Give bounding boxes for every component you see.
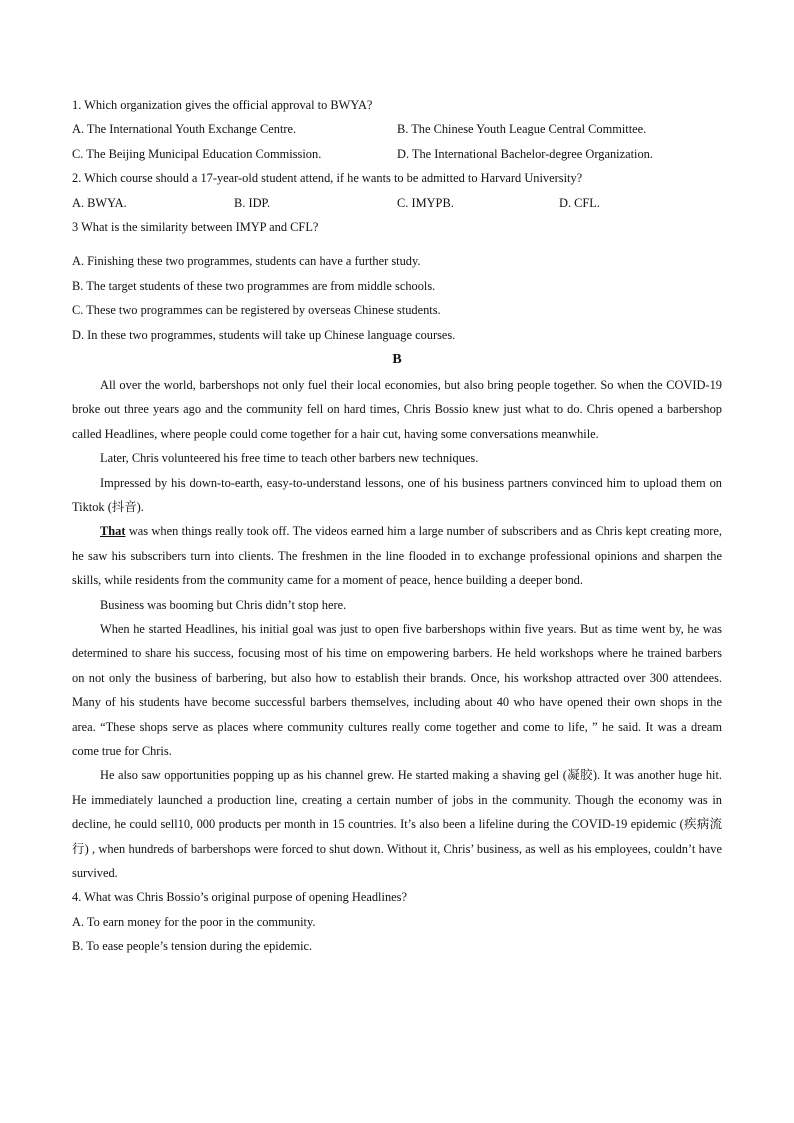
- option-c: C. These two programmes can be registered by overseas Chinese students.: [72, 303, 441, 318]
- option-a: A. BWYA.: [72, 195, 127, 210]
- option-d: D. CFL.: [559, 195, 600, 210]
- question-3: 3 What is the similarity between IMYP and CFL?: [72, 219, 319, 234]
- passage-paragraph-5: Business was booming but Chris didn’t stop here.: [100, 597, 347, 612]
- option-a: A. Finishing these two programmes, students can have a further study.: [72, 254, 421, 269]
- paragraph-text: was when things really took off. The videos earned him a large number of subscribers and as Chris kept creating more, he saw his subscribers turn into clients. The freshmen in the line flooded in to exchange professional opinions and sharpen the skills, while residents from the community came for a moment of peace, hence building a deeper bond.: [72, 524, 722, 588]
- option-b: B. To ease people’s tension during the epidemic.: [72, 939, 313, 954]
- option-c: C. The Beijing Municipal Education Commission.: [72, 146, 322, 161]
- option-b: B. The Chinese Youth League Central Committee.: [397, 122, 647, 137]
- question-4: 4. What was Chris Bossio’s original purpose of opening Headlines?: [72, 890, 407, 905]
- question-2: 2. Which course should a 17-year-old student attend, if he wants to be admitted to Harvard University?: [72, 171, 583, 186]
- passage-paragraph-6: When he started Headlines, his initial goal was just to open five barbershops within five years. But as time went by, he was determined to share his success, focusing most of his time on empowering barbers. He held workshops where he trained barbers on not only the business of barbering, but also how to establish their brands. Once, his workshop attracted over 300 attendees. Many of his students have become successful barbers themselves, including about 40 who have opened their own shops in the area. “These shops serve as places where community cultures really come together and come to life, ” he said. It was a dream come true for Chris.: [72, 621, 722, 758]
- option-b: B. The target students of these two programmes are from middle schools.: [72, 278, 436, 293]
- passage-paragraph-1: All over the world, barbershops not only fuel their local economies, but also bring people together. So when the COVID-19 broke out three years ago and the community fell on hard times, Chris Bossio knew just what to do. Chris opened a barbershop called Headlines, where people could come together for a hair cut, having some conversations meanwhile.: [72, 377, 722, 441]
- option-a: A. The International Youth Exchange Centre.: [72, 122, 297, 137]
- question-1: 1. Which organization gives the official approval to BWYA?: [72, 98, 373, 112]
- passage-paragraph-3: Impressed by his down-to-earth, easy-to-understand lessons, one of his business partners convinced him to upload them on Tiktok (抖音).: [72, 475, 722, 514]
- question-2-options: [72, 191, 722, 215]
- question-1-options-ab: [72, 117, 722, 141]
- passage-paragraph-2: Later, Chris volunteered his free time to teach other barbers new techniques.: [100, 451, 479, 466]
- question-1-options-cd: [72, 142, 722, 166]
- option-d: D. In these two programmes, students will take up Chinese language courses.: [72, 327, 456, 342]
- underlined-word: That: [100, 524, 126, 539]
- option-d: D. The International Bachelor-degree Organization.: [397, 146, 653, 161]
- section-title: B: [392, 351, 402, 367]
- option-b: B. IDP.: [234, 195, 271, 210]
- option-a: A. To earn money for the poor in the community.: [72, 914, 316, 929]
- option-c: C. IMYPB.: [397, 195, 454, 210]
- document-page: [72, 93, 722, 959]
- passage-paragraph-7: He also saw opportunities popping up as his channel grew. He started making a shaving gel (凝胶). It was another huge hit. He immediately launched a production line, creating a certain number of jobs in the community. Though the economy was in decline, he could sell10, 000 products per month in 15 countries. It’s also been a lifeline during the COVID-19 epidemic (疾病流行) , when hundreds of barbershops were forced to shut down. Without it, Chris’ business, as well as his employees, couldn’t have survived.: [72, 768, 722, 881]
- passage-paragraph-4: [72, 519, 722, 592]
